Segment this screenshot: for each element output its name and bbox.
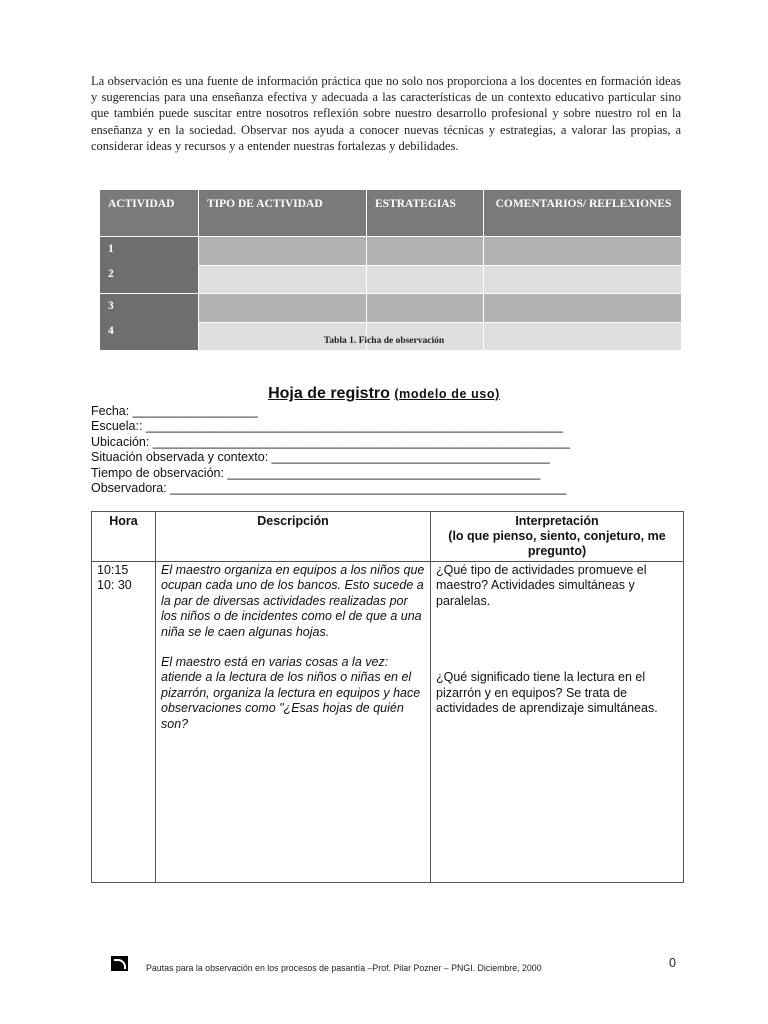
field-ubicacion: Ubicación: ____________________________________________________________	[91, 434, 570, 449]
hoja-title-sub: (modelo de uso)	[394, 387, 500, 401]
footer-text: Pautas para la observación en los procesos de pasantía –Prof. Pilar Pozner – PNGI. Diciembre, 2000	[146, 963, 542, 973]
ficha-row-label: 1	[108, 243, 114, 255]
interpretacion-paragraph: ¿Qué significado tiene la lectura en el pizarrón y en equipos? Se trata de actividades de aprendizaje simultáneas.	[436, 670, 658, 716]
ficha-cell	[367, 265, 484, 294]
registro-header-interpretacion	[431, 512, 684, 562]
ficha-header-actividad: ACTIVIDAD	[100, 190, 199, 237]
interpretacion-cell	[431, 562, 684, 883]
ficha-cell	[199, 294, 367, 323]
ficha-row-label: 2	[108, 268, 114, 280]
hoja-fields	[91, 404, 570, 496]
field-tiempo: Tiempo de observación: _____________________________________________	[91, 465, 541, 480]
hora-start: 10:15	[97, 563, 129, 577]
hoja-title	[0, 385, 768, 403]
hora-end: 10: 30	[97, 578, 132, 593]
registro-header-descripcion: Descripción	[156, 512, 431, 562]
ficha-row-group-1	[100, 237, 199, 294]
field-observadora: Observadora: _________________________________________________________	[91, 481, 567, 496]
descripcion-cell	[156, 562, 431, 883]
descripcion-paragraph: El maestro organiza en equipos a los niños que ocupan cada uno de los bancos. Esto sucede a la par de diversas actividades realizadas por los niños o de incidentes como el de que a una niña se le caen algunas hojas.	[161, 563, 425, 639]
page-number: 0	[669, 956, 676, 970]
ficha-header-estrategias: ESTRATEGIAS	[367, 190, 484, 237]
ficha-cell	[484, 237, 682, 266]
interpretacion-title: Interpretación	[515, 514, 599, 528]
field-situacion: Situación observada y contexto: ________________________________________	[91, 450, 550, 465]
field-escuela: Escuela:: ____________________________________________________________	[91, 419, 564, 434]
hoja-title-main: Hoja de registro	[268, 385, 390, 402]
interpretacion-subtitle: (lo que pienso, siento, conjeturo, me pregunto)	[448, 529, 666, 558]
ficha-cell	[367, 294, 484, 323]
interpretacion-paragraph: ¿Qué tipo de actividades promueve el maestro? Actividades simultáneas y paralelas.	[436, 563, 647, 608]
ficha-cell	[367, 237, 484, 266]
descripcion-paragraph: El maestro está en varias cosas a la vez: atiende a la lectura de los niños o niñas en el pizarrón, organiza la lectura en equipos y hace observaciones como "¿Esas hojas de quién son?	[161, 655, 421, 731]
ficha-header-tipo: TIPO DE ACTIVIDAD	[199, 190, 367, 237]
ficha-row-label: 3	[108, 300, 114, 312]
ficha-cell	[199, 265, 367, 294]
field-fecha: Fecha: __________________	[91, 404, 258, 418]
ficha-cell	[484, 265, 682, 294]
intro-paragraph: La observación es una fuente de información práctica que no solo nos proporciona a los docentes en formación ideas y sugerencias para una enseñanza efectiva y adecuada a las características de un contexto educativo particular sino que también puede suscitar entre nosotros reflexión sobre nuestro desarrollo profesional y sobre nuestro rol en la enseñanza y en la sociedad. Observar nos ayuda a conocer nuevas técnicas y estrategias, a valorar las propias, a considerar ideas y recursos y a entender nuestras fortalezas y debilidades.	[91, 74, 681, 153]
ficha-row-label: 4	[108, 325, 114, 337]
logo-icon	[111, 956, 128, 971]
ficha-table	[99, 189, 682, 351]
hora-cell	[92, 562, 156, 883]
ficha-cell	[199, 237, 367, 266]
registro-table	[91, 511, 684, 883]
ficha-cell	[484, 294, 682, 323]
registro-header-hora: Hora	[92, 512, 156, 562]
ficha-header-comentarios: COMENTARIOS/ REFLEXIONES	[484, 190, 682, 237]
ficha-caption: Tabla 1. Ficha de observación	[323, 336, 445, 346]
